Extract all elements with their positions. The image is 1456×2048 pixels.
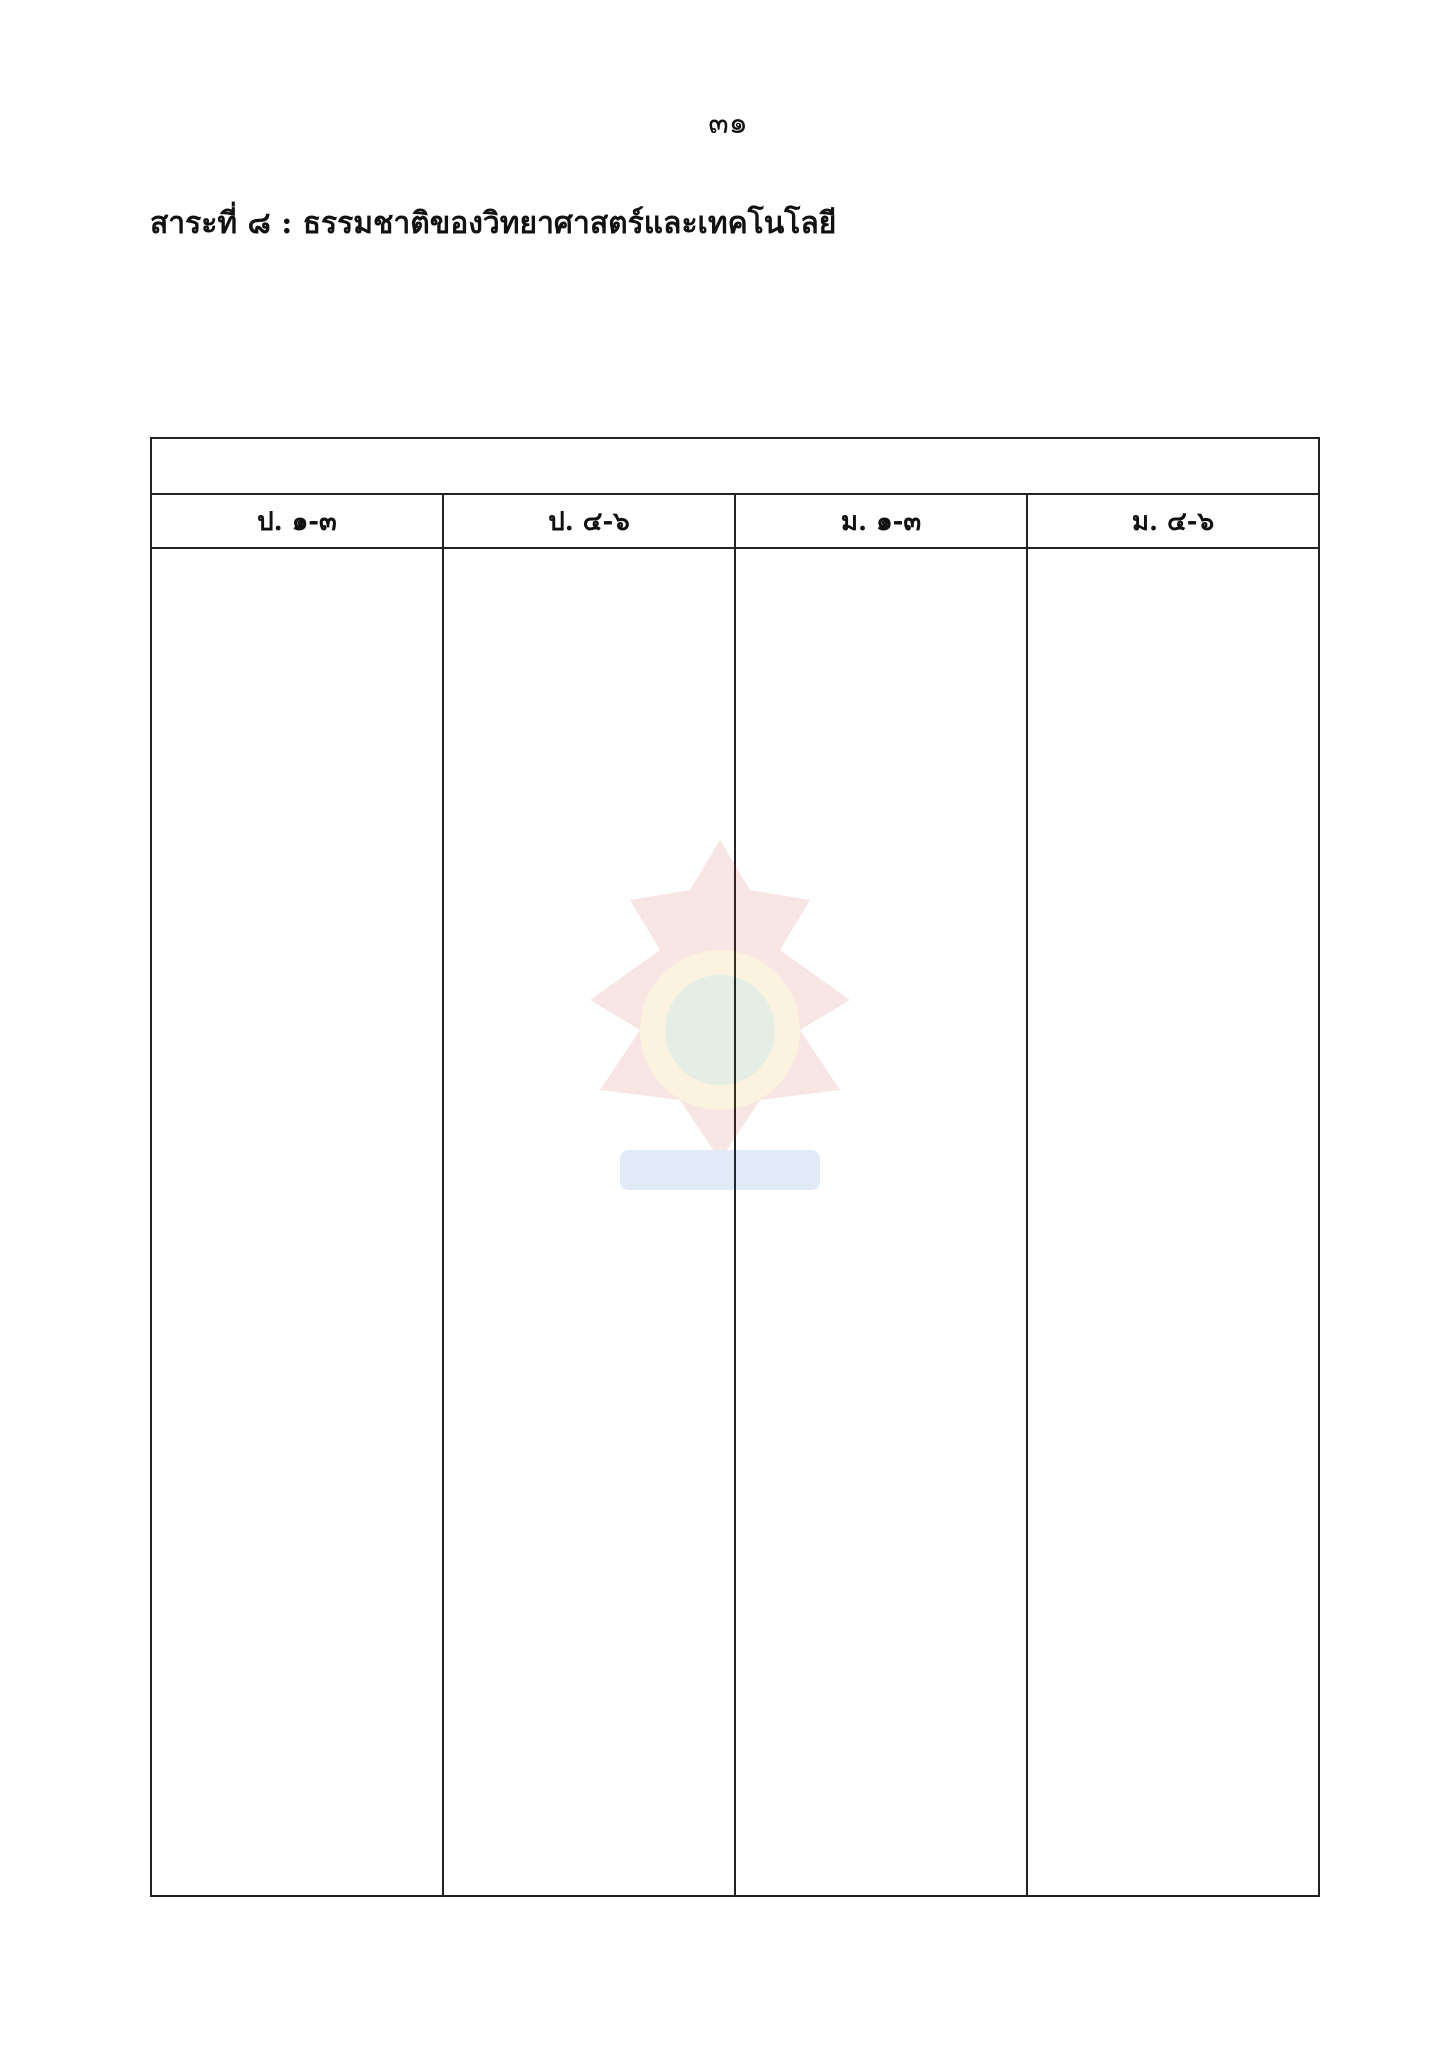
table-header (151, 438, 1319, 494)
learning-standards-table (150, 437, 1320, 1897)
column-p1-3 (151, 548, 443, 1896)
level-header-m1-3: ม. ๑-๓ (735, 494, 1027, 548)
section-title: สาระที่ ๘ : ธรรมชาติของวิทยาศาสตร์และเทคโนโลยี (150, 206, 837, 241)
column-m4-6 (1027, 548, 1319, 1896)
column-m1-3 (735, 548, 1027, 1896)
level-header-p4-6: ป. ๔-๖ (443, 494, 735, 548)
column-p4-6 (443, 548, 735, 1896)
page-number: ๓๑ (708, 106, 748, 141)
level-header-p1-3: ป. ๑-๓ (151, 494, 443, 548)
level-header-m4-6: ม. ๔-๖ (1027, 494, 1319, 548)
